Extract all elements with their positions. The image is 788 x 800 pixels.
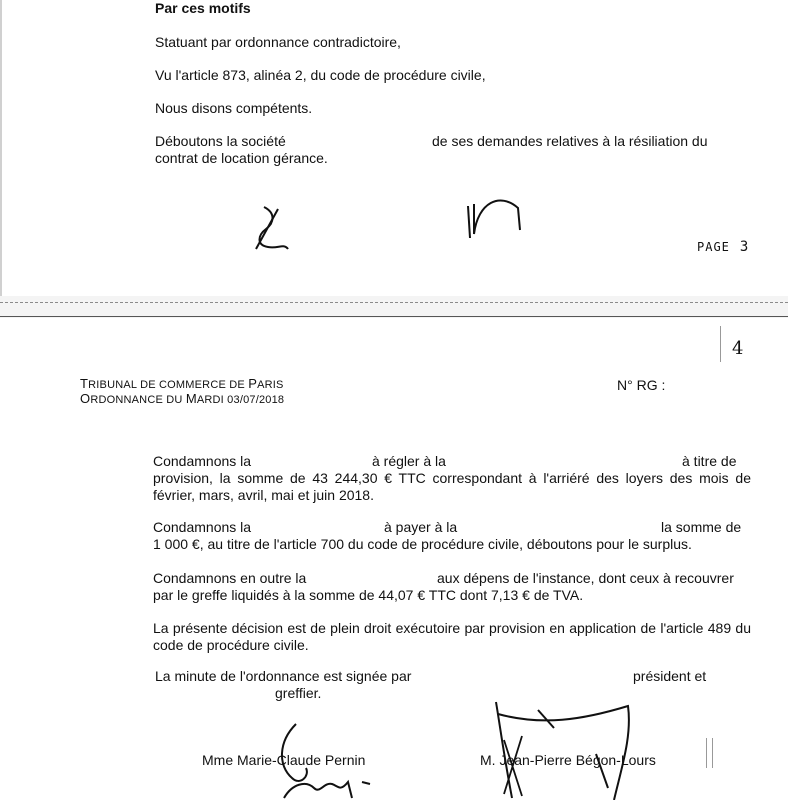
order-date: ORDONNANCE DU MARDI 03/07/2018 [80,391,285,406]
text-line: greffier. [275,685,322,701]
page-border-line [0,316,788,317]
text-line: à payer à la [384,519,458,535]
scan-mark [712,738,713,768]
clerk-signature [482,696,642,800]
text-line: à régler à la [372,453,446,469]
document-page-4 [0,318,788,800]
page-separator [0,296,788,318]
page-border-line [0,302,788,303]
scan-mark [720,326,721,362]
page-edge [0,0,2,296]
section-heading: Par ces motifs [155,0,251,16]
text-line: aux dépens de l'instance, dont ceux à recouvrer [437,570,734,586]
text-line: Déboutons la société [155,133,286,149]
signer-president: Mme Marie-Claude Pernin [202,752,366,768]
text-line: président et [633,668,707,684]
page-number: PAGE 3 [697,239,750,255]
text-line: à titre de [682,453,737,469]
text-line: de ses demandes relatives à la résiliation du [432,133,708,149]
text-line: Nous disons compétents. [155,100,313,116]
text-line: La minute de l'ordonnance est signée par [155,668,412,684]
text-line: contrat de location gérance. [155,150,328,166]
text-line: Vu l'article 873, alinéa 2, du code de procédure civile, [155,67,486,83]
rg-number-label: N° RG : [617,377,666,393]
initials-signature-2 [460,194,524,244]
text-line: Condamnons la [153,519,252,535]
paragraph: 1 000 €, au titre de l'article 700 du code de procédure civile, déboutons pour le surplus. [153,536,692,552]
handwritten-page-mark: 4 [732,338,744,359]
court-name: TRIBUNAL DE COMMERCE DE PARIS [80,376,284,391]
scan-mark [706,738,707,768]
paragraph: La présente décision est de plein droit exécutoire par provision en application de l'article 489 du code de procédure civile. [153,620,751,653]
text-line: Condamnons la [153,453,252,469]
paragraph: par le greffe liquidés à la somme de 44,07 € TTC dont 7,13 € de TVA. [153,587,584,603]
document-page-3 [0,0,788,296]
paragraph: provision, la somme de 43 244,30 € TTC correspondant à l'arriéré des loyers des mois de février, mars, avril, mai et juin 2018. [153,470,751,503]
initials-signature-1 [248,203,298,255]
president-signature [262,722,392,800]
text-line: Statuant par ordonnance contradictoire, [155,34,401,50]
signer-clerk: M. Jean-Pierre Bégon-Lours [480,752,656,768]
text-line: Condamnons en outre la [153,570,307,586]
text-line: la somme de [661,519,742,535]
